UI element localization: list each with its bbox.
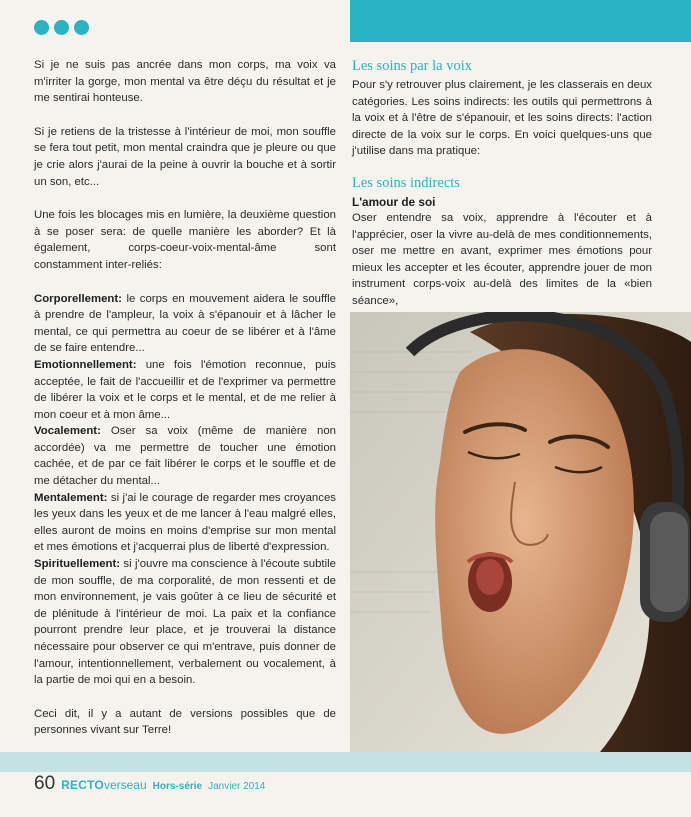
list-item: Mentalement: si j'ai le courage de regarder mes croyances les yeux dans les yeux et de me lancer à l'eau malgré elles, elles auront de moins en moins d'emprise sur mon mental et mes émotions et j'acquerrai plus de liberté d'expression.: [34, 491, 336, 554]
photo-illustration: [350, 312, 691, 752]
paragraph: Oser entendre sa voix, apprendre à l'écouter et à l'apprécier, oser la vivre au-delà de mes conditionnements, oser me mettre en avant, exprimer mes émotions pour mieux les accepter et les écouter, apprendre jouer de mon instrument corps-voix au-delà des limites de la «bien séance»,: [352, 211, 652, 307]
issue-date: Janvier 2014: [208, 781, 266, 792]
list-item: Vocalement: Oser sa voix (même de manière non accordée) va me permettre de toucher une émotion cachée, et de par ce fait libérer le corps et le souffle et de me détacher du mental...: [34, 425, 336, 488]
dot-icon: [54, 20, 69, 35]
term: Emotionnellement:: [34, 358, 137, 371]
subheading: L'amour de soi: [352, 194, 436, 209]
list-item: Emotionnellement: une fois l'émotion reconnue, puis acceptée, le fait de l'accueillir et de l'exprimer va permettre de libérer la voix et le corps et le mental, et de me relier à mon coeur et à mon âme...: [34, 358, 336, 421]
paragraph: Une fois les blocages mis en lumière, la deuxième question à se poser sera: de quelle manière les aborder? Et là également, corps-coeur-voix-mental-âme sont constamment inter-reliés:: [34, 209, 336, 271]
page-number: 60: [34, 773, 56, 794]
magazine-name-b: verseau: [103, 778, 147, 792]
paragraph: Ceci dit, il y a autant de versions possibles que de personnes vivant sur Terre!: [34, 707, 336, 737]
paragraph: Pour s'y retrouver plus clairement, je les classerais en deux catégories. Les soins indirects: les outils qui permettrons à la voix et à l'être de s'épanouir, et les soins directs: l'action directe de la voix sur le corps. En voici quelques-uns que j'utilise dans ma pratique:: [352, 79, 652, 158]
issue-type: Hors-série: [152, 781, 203, 792]
term: Spirituellement:: [34, 558, 121, 571]
section-heading: Les soins par la voix: [352, 58, 473, 74]
section-heading: Les soins indirects: [352, 174, 460, 191]
page-footer: [34, 773, 265, 795]
header-band: [350, 0, 691, 42]
paragraph: Si je retiens de la tristesse à l'intérieur de moi, mon souffle se fera tout petit, mon mental craindra que je pleure ou que je crie alors j'aurai de la peine à ouvrir la bouche et à sortir un son, etc...: [34, 125, 336, 188]
dot-icon: [74, 20, 89, 35]
list-item: Corporellement: le corps en mouvement aidera le souffle à prendre de l'ampleur, la voix à s'épanouir et à lâcher le mental, ce qui permettra au coeur de se libérer et à l'âme de se faire entendre...: [34, 292, 336, 355]
photo-woman-headphones: [350, 312, 691, 752]
term: Corporellement:: [34, 292, 122, 305]
decorative-dots: [34, 20, 89, 35]
term: Vocalement:: [34, 425, 101, 438]
right-column: [352, 57, 652, 310]
paragraph: Si je ne suis pas ancrée dans mon corps, ma voix va m'irriter la gorge, mon mental va être déçu du résultat et je me sentirai honteuse.: [34, 59, 336, 105]
magazine-name-a: RECTO: [61, 778, 104, 792]
term: Mentalement:: [34, 491, 108, 504]
dot-icon: [34, 20, 49, 35]
left-column: [34, 57, 336, 756]
footer-band: [0, 752, 691, 772]
list-item: Spirituellement: si j'ouvre ma conscience à l'écoute subtile de mon souffle, de ma corporalité, de mon ressenti et de mon environnement, je vais goûter à ce lieu de sécurité et de plénitude à l'intérieur de moi. La paix et la confiance pourront prendre leur place, et je trouverai la distance nécessaire pour observer ce qui m'entrave, puis donner de l'amour, intentionnellement, verbalement ou vocalement, à la partie de moi qui en a besoin.: [34, 558, 336, 687]
